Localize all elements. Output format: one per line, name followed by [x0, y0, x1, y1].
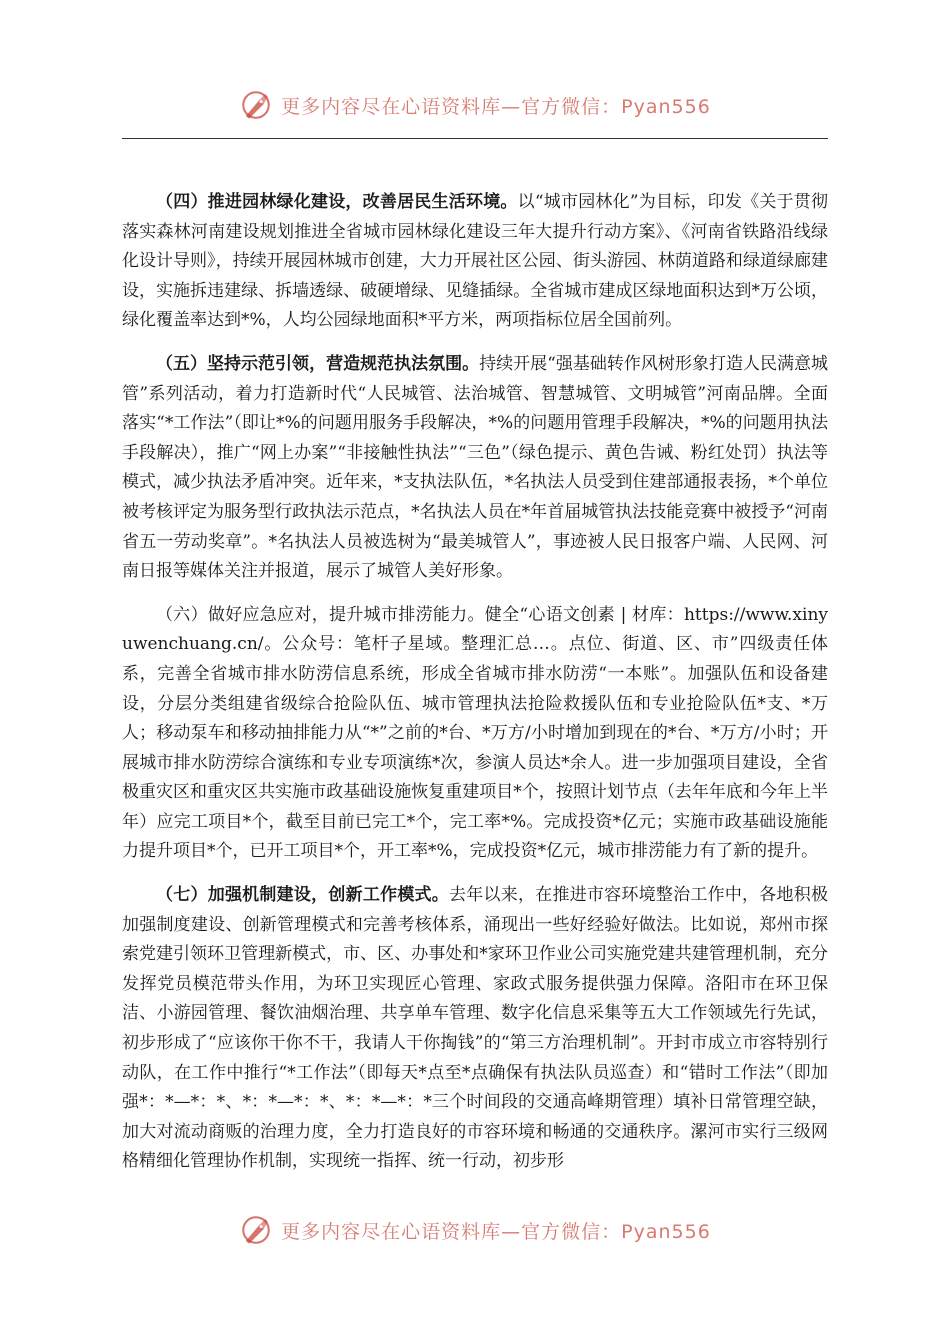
section-6-body: （六）做好应急应对，提升城市排涝能力。健全“心语文创素 | 材库：https://www.xinyuwenchuang.cn/。公众号：笔杆子星域。整理汇总…。点位、街道、区、市”四级责任体系，完善全省城市排水防涝信息系统，形成全省城市排水防涝“一本账”。加强队伍和设备建设，分层分类组建省级综合抢险队伍、城市管理执法抢险救援队伍和专业抢险队伍*支、*万人；移动泵车和移动抽排能力从“*”之前的*台、*万方/小时增加到现在的*台、*万方/小时；开展城市排水防涝综合演练和专业专项演练*次，参演人员达*余人。进一步加强项目建设，全省极重灾区和重灾区共实施市政基础设施恢复重建项目*个，按照计划节点（去年年底和今年上半年）应完工项目*个，截至目前已完工*个，完工率*%。完成投资*亿元；实施市政基础设施能力提升项目*个，已开工项目*个，开工率*%，完成投资*亿元，城市排涝能力有了新的提升。 [122, 604, 828, 862]
header-banner-text: 更多内容尽在心语资料库—官方微信：Pyan556 [281, 95, 711, 118]
header-divider [122, 138, 828, 139]
document-body [122, 188, 828, 1191]
pen-nib-logo-icon [239, 1213, 273, 1247]
section-5-heading: （五）坚持示范引领，营造规范执法氛围。 [156, 353, 480, 374]
section-7-heading: （七）加强机制建设，创新工作模式。 [156, 885, 450, 906]
header-banner [0, 83, 950, 127]
paragraph-section-7 [122, 881, 828, 1177]
footer-banner [0, 1208, 950, 1252]
section-4-heading: （四）推进园林绿化建设，改善居民生活环境。 [156, 192, 518, 212]
footer-banner-text: 更多内容尽在心语资料库—官方微信：Pyan556 [281, 1220, 711, 1243]
section-7-body: 去年以来，在推进市容环境整治工作中，各地积极加强制度建设、创新管理模式和完善考核体系，涌现出一些好经验好做法。比如说，郑州市探索党建引领环卫管理新模式，市、区、办事处和*家环卫作业公司实施党建共建管理机制，充分发挥党员模范带头作用，为环卫实现匠心管理、家政式服务提供强力保障。洛阳市在环卫保洁、小游园管理、餐饮油烟治理、共享单车管理、数字化信息采集等五大工作领域先行先试，初步形成了“应该你干你不干，我请人干你掏钱”的“第三方治理机制”。开封市成立市容特别行动队，在工作中推行“*工作法”（即每天*点至*点确保有执法队员巡查）和“错时工作法”（即加强*：*—*：*、*：*—*：*、*：*—*：*三个时间段的交通高峰期管理）填补日常管理空缺，加大对流动商贩的治理力度，全力打造良好的市容环境和畅通的交通秩序。漯河市实行三级网格精细化管理协作机制，实现统一指挥、统一行动，初步形 [122, 885, 829, 1172]
paragraph-section-6 [122, 601, 828, 867]
section-4-body: 以“城市园林化”为目标，印发《关于贯彻落实森林河南建设规划推进全省城市园林绿化建设三年大提升行动方案》、《河南省铁路沿线绿化设计导则》，持续开展园林城市创建，大力开展社区公园、街头游园、林荫道路和绿道绿廊建设，实施拆违建绿、拆墙透绿、破硬增绿、见缝插绿。全省城市建成区绿地面积达到*万公顷，绿化覆盖率达到*%，人均公园绿地面积*平方米，两项指标位居全国前列。 [122, 192, 828, 331]
paragraph-section-4 [122, 188, 828, 336]
pen-nib-logo-icon [239, 88, 273, 122]
section-5-body: 持续开展“强基础转作风树形象打造人民满意城管”系列活动，着力打造新时代“人民城管、法治城管、智慧城管、文明城管”河南品牌。全面落实“*工作法”（即让*%的问题用服务手段解决，*%的问题用管理手段解决，*%的问题用执法手段解决），推广“网上办案”“非接触性执法”“三色”（绿色提示、黄色告诫、粉红处罚）执法等模式，减少执法矛盾冲突。近年来，*支执法队伍，*名执法人员受到住建部通报表扬，*个单位被考核评定为服务型行政执法示范点，*名执法人员在*年首届城管执法技能竞赛中被授予“河南省五一劳动奖章”。*名执法人员被选树为“最美城管人”，事迹被人民日报客户端、人民网、河南日报等媒体关注并报道，展示了城管人美好形象。 [122, 353, 828, 582]
paragraph-section-5 [122, 350, 828, 587]
